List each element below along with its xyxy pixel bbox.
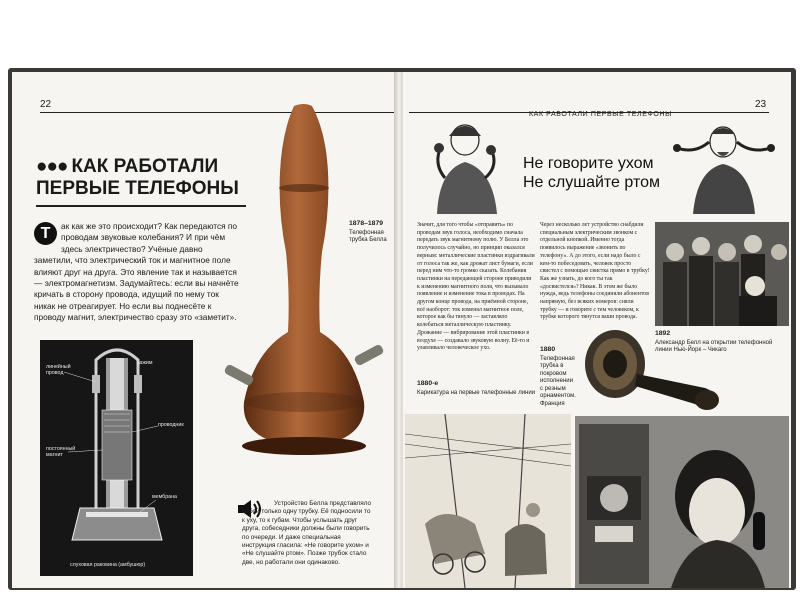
subheading-line-2: Не слушайте ртом xyxy=(523,174,660,191)
caption-1880 xyxy=(540,346,576,408)
wooden-phone-icon xyxy=(222,102,387,482)
telephone-lines-cartoon xyxy=(405,414,571,588)
intro-text: ак как же это происходит? Как передаются по проводам звуковые колебания? И при чём здесь электричество? Учёные давно заметили, что электрический ток и магнитное поле влияют друг на друга. Это явление так и называется — электромагнетизм. Задумайтесь: если вы начнёте кричать в сторону провода, идущий по нему ток никак не отреагирует. Но если вы поднесёте к проводу магнит, электричество сразу это «заметит». xyxy=(34,221,239,323)
phone-caption-text: Телефонная трубка Белла xyxy=(349,229,387,243)
caption-1892-text: Александр Белл на открытии телефонной линии Нью-Йорк – Чикаго xyxy=(655,339,773,353)
title-dots-icon: ●●● xyxy=(36,156,68,177)
label-permanent-magnet: постоянный магнит xyxy=(46,446,76,458)
title-line-1: КАК РАБОТАЛИ xyxy=(71,156,219,177)
woman-sketch-illustration xyxy=(417,118,517,214)
page-title xyxy=(36,156,239,200)
phone-caption-year: 1878–1879 xyxy=(349,220,384,227)
label-sound-shell: слуховая раковина (амбушюр) xyxy=(70,562,146,568)
bell-telephone-photo xyxy=(222,102,387,482)
title-rule xyxy=(36,205,246,207)
handset-1880-photo xyxy=(575,322,725,414)
label-clamp: зажим xyxy=(137,360,153,366)
title-line-2: ПЕРВЫЕ ТЕЛЕФОНЫ xyxy=(36,178,239,199)
caption-1892-year: 1892 xyxy=(655,330,671,337)
bell-1892-photo xyxy=(655,222,789,326)
body-column-2: Через несколько лет устройство снабдили специальным электрическим звонком с отдельной кнопкой. Именно тогда появилось выражение «звонить по телефону». А до этого, если надо было с кем-то побеседовать, человек просто свистел с помощью свистка прямо в трубку! Как же узнать, до кого ты так «досвистелся»? Никак. В этом же было нужда, ведь телефоны соединяли абонентов напрямую, без всяких номеров: сняли трубку — и говорите с тем человеком, к трубке которого тянутся ваши провода. xyxy=(540,222,650,321)
woman-on-phone-icon xyxy=(417,118,517,214)
intro-paragraph xyxy=(34,221,242,324)
right-page xyxy=(402,72,791,588)
man-sketch-illustration xyxy=(671,118,777,214)
body-column-1: Значит, для того чтобы «отправить» по проводам звук голоса, необходимо сначала передать звук магнитному полю. У Белла это получилось случайно, но принцип оказался верным: металлические пластинки вздрагивали от голоса так же, как дрожат лист бумаги, если перед ним что-то громко сказать. Колебания пластинки на передающей стороне приводили к изменению магнитного поля, что вызывало появление и изменение тока в проводах. На другом конце провода, на приёмной стороне, всё наоборот: ток изменял магнитное поле, которое как бы тянуло — заставляло колебаться металлическую пластинку. Дрожание — вибрирование этой пластинки в воздухе — создавало звуковую волну. Её-то и улавливало человеческое ухо. xyxy=(417,222,535,352)
caption-1880s-text: Карикатура на первые телефонные линии xyxy=(417,389,536,396)
speaker-note: Устройство Белла представляло собой только одну трубку. Её подносили то к уху, то к губам. Чтобы услышать друг друга, собеседники должны были говорить по очереди. И даже специальная инструкция гласила: «Не говорите ухом» и «Не слушайте ртом». Позже трубок стало две, но работали они одинаково. xyxy=(242,500,372,566)
man-on-phone-icon xyxy=(671,118,777,214)
running-head: КАК РАБОТАЛИ ПЕРВЫЕ ТЕЛЕФОНЫ xyxy=(529,111,672,118)
label-membrane: мембрана xyxy=(152,494,177,500)
handset-icon xyxy=(575,322,725,414)
caption-1880s-year: 1880-е xyxy=(417,380,439,387)
left-page xyxy=(12,72,397,588)
woman-phone-photo xyxy=(575,416,789,588)
label-line-wire: линейный провод xyxy=(46,364,71,376)
page-number-left: 22 xyxy=(40,99,52,110)
dropcap: Т xyxy=(34,222,57,245)
caption-1880s xyxy=(417,380,537,397)
label-conductor: проводник xyxy=(158,422,184,428)
telephone-diagram xyxy=(40,340,193,576)
caption-1880-year: 1880 xyxy=(540,346,556,353)
page-number-right: 23 xyxy=(755,99,767,110)
subheading-line-1: Не говорите ухом xyxy=(523,155,654,172)
caption-1880-text: Телефонная трубка в покровом исполнении с резным орнаментом. Франция xyxy=(540,355,576,407)
subheading xyxy=(523,154,660,192)
phone-caption xyxy=(349,220,395,245)
